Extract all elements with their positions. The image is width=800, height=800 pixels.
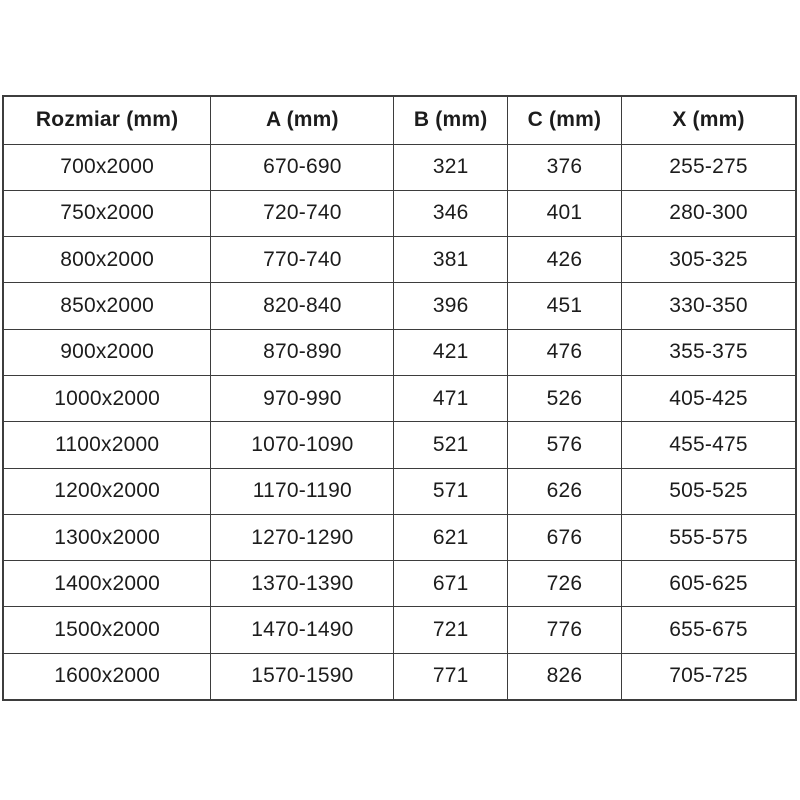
table-cell: 405-425 (622, 375, 796, 421)
table-body (3, 144, 796, 700)
table-row (3, 237, 796, 283)
table-cell: 671 (394, 561, 507, 607)
table-cell: 521 (394, 422, 507, 468)
table-cell: 770-740 (211, 237, 394, 283)
table-cell: 605-625 (622, 561, 796, 607)
table-cell: 526 (507, 375, 621, 421)
table-row (3, 144, 796, 190)
table-cell: 700x2000 (3, 144, 211, 190)
table-cell: 626 (507, 468, 621, 514)
table-row (3, 375, 796, 421)
table-cell: 850x2000 (3, 283, 211, 329)
table-cell: 1270-1290 (211, 514, 394, 560)
table-cell: 321 (394, 144, 507, 190)
table-cell: 1570-1590 (211, 653, 394, 699)
table-cell: 280-300 (622, 190, 796, 236)
table-cell: 471 (394, 375, 507, 421)
table-row (3, 514, 796, 560)
table-cell: 676 (507, 514, 621, 560)
table-row (3, 190, 796, 236)
table-cell: 1170-1190 (211, 468, 394, 514)
table-cell: 576 (507, 422, 621, 468)
table-cell: 776 (507, 607, 621, 653)
table-cell: 1200x2000 (3, 468, 211, 514)
table-cell: 1070-1090 (211, 422, 394, 468)
table-row (3, 329, 796, 375)
table-cell: 1000x2000 (3, 375, 211, 421)
table-cell: 720-740 (211, 190, 394, 236)
table-cell: 1470-1490 (211, 607, 394, 653)
table-cell: 401 (507, 190, 621, 236)
table-cell: 1370-1390 (211, 561, 394, 607)
table-cell: 900x2000 (3, 329, 211, 375)
table-cell: 396 (394, 283, 507, 329)
table-cell: 621 (394, 514, 507, 560)
table-cell: 426 (507, 237, 621, 283)
table-cell: 305-325 (622, 237, 796, 283)
column-header-a: A (mm) (211, 96, 394, 144)
table-cell: 421 (394, 329, 507, 375)
table-cell: 376 (507, 144, 621, 190)
table-cell: 726 (507, 561, 621, 607)
table-cell: 670-690 (211, 144, 394, 190)
table-cell: 820-840 (211, 283, 394, 329)
table-row (3, 283, 796, 329)
table-cell: 970-990 (211, 375, 394, 421)
column-header-b: B (mm) (394, 96, 507, 144)
table-cell: 870-890 (211, 329, 394, 375)
table-cell: 455-475 (622, 422, 796, 468)
size-spec-table (2, 95, 797, 701)
table-row (3, 653, 796, 699)
table-cell: 355-375 (622, 329, 796, 375)
table-cell: 255-275 (622, 144, 796, 190)
table-cell: 1400x2000 (3, 561, 211, 607)
table-cell: 330-350 (622, 283, 796, 329)
table-cell: 346 (394, 190, 507, 236)
table-cell: 1300x2000 (3, 514, 211, 560)
header-row (3, 96, 796, 144)
table-cell: 451 (507, 283, 621, 329)
table-cell: 771 (394, 653, 507, 699)
table-cell: 1600x2000 (3, 653, 211, 699)
column-header-x: X (mm) (622, 96, 796, 144)
table-row (3, 561, 796, 607)
column-header-c: C (mm) (507, 96, 621, 144)
table-cell: 381 (394, 237, 507, 283)
table-row (3, 607, 796, 653)
table-cell: 1500x2000 (3, 607, 211, 653)
table-cell: 800x2000 (3, 237, 211, 283)
table-cell: 655-675 (622, 607, 796, 653)
table-row (3, 468, 796, 514)
table-cell: 555-575 (622, 514, 796, 560)
column-header-rozmiar: Rozmiar (mm) (3, 96, 211, 144)
table-cell: 826 (507, 653, 621, 699)
table-cell: 705-725 (622, 653, 796, 699)
table-row (3, 422, 796, 468)
table-cell: 505-525 (622, 468, 796, 514)
table-cell: 750x2000 (3, 190, 211, 236)
table-cell: 476 (507, 329, 621, 375)
table-cell: 721 (394, 607, 507, 653)
table-cell: 1100x2000 (3, 422, 211, 468)
table-cell: 571 (394, 468, 507, 514)
